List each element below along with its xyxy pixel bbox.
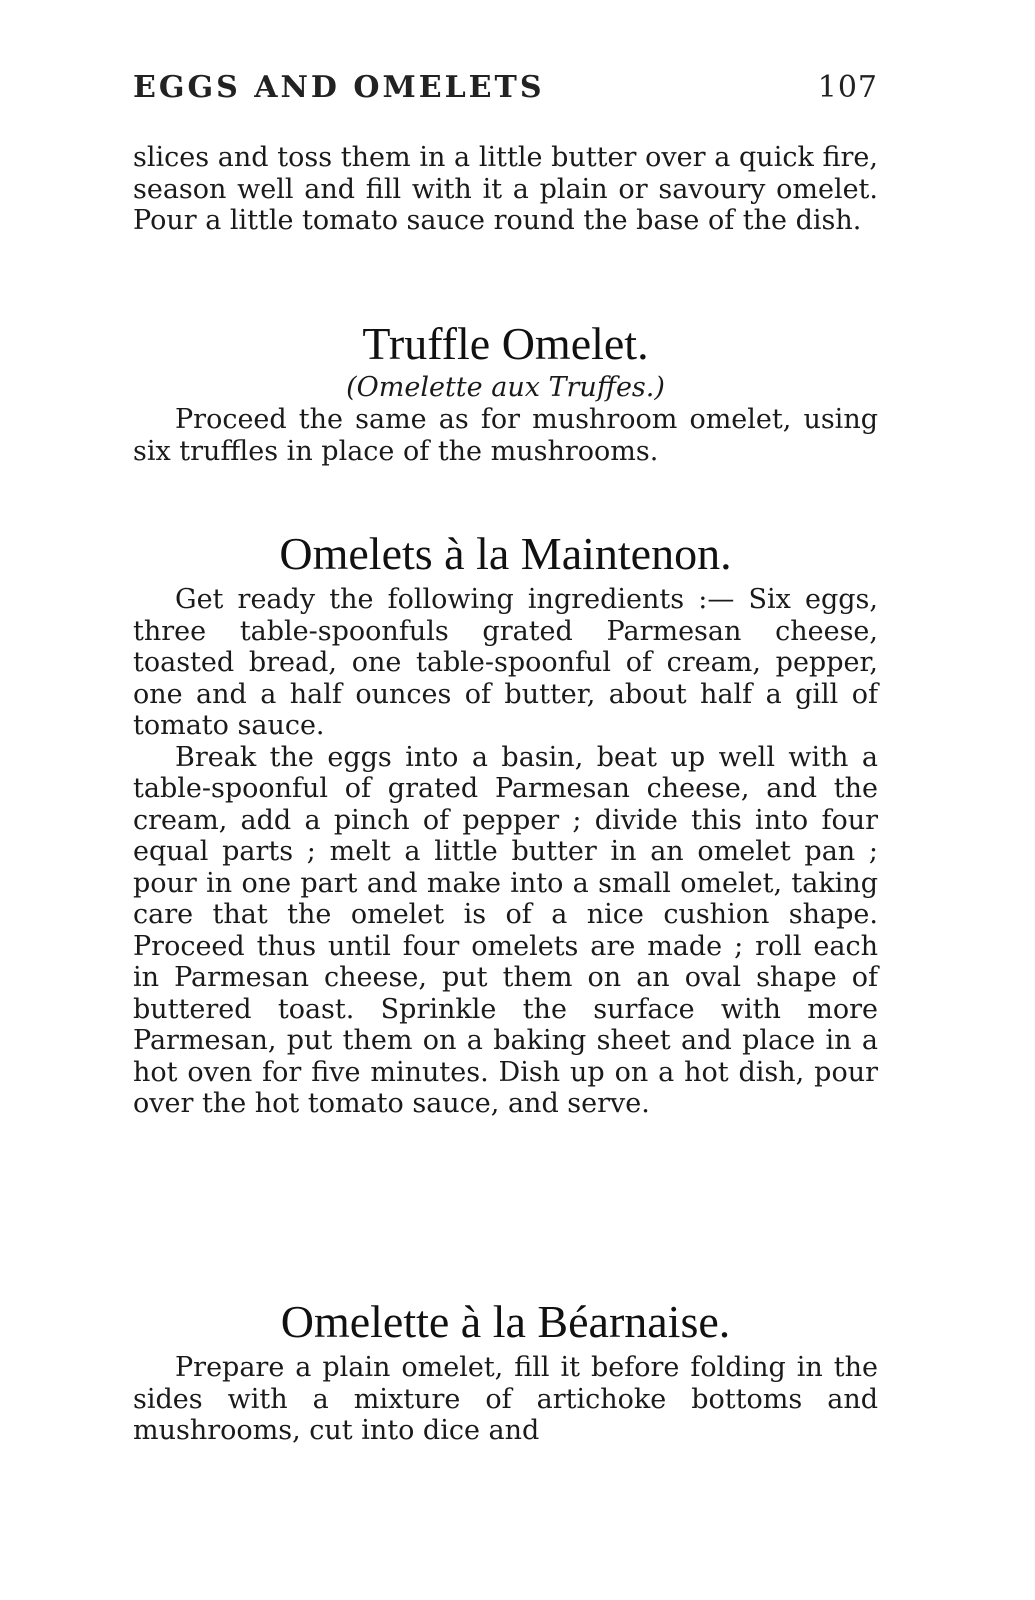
truffle-omelet-heading: Truffle Omelet.	[362, 318, 649, 369]
continued-text: slices and toss them in a little butter over a quick fire, season well and fill with it a plain or savoury omelet. Pour a little tomato sauce round the base of the dish.	[133, 142, 878, 236]
truffle-omelet-body	[133, 404, 878, 467]
maintenon-method: Break the eggs into a basin, beat up well with a table-spoonful of grated Parmesan cheese, and the cream, add a pinch of pepper ; divide this into four equal parts ; melt a little butter in an omelet pan ; pour in one part and make into a small omelet, taking care that the omelet is of a nice cushion shape. Proceed thus until four omelets are made ; roll each in Parmesan cheese, put them on an oval shape of buttered toast. Sprinkle the surface with more Parmesan, put them on a baking sheet and place in a hot oven for five minutes. Dish up on a hot dish, pour over the hot tomato sauce, and serve.	[133, 741, 878, 1119]
page-number: 107	[817, 70, 878, 105]
running-header	[133, 70, 878, 105]
maintenon-heading: Omelets à la Maintenon.	[279, 528, 732, 579]
continued-paragraph	[133, 142, 878, 237]
maintenon-body	[133, 584, 878, 1120]
bearnaise-heading: Omelette à la Béarnaise.	[280, 1296, 731, 1347]
running-title: EGGS AND OMELETS	[133, 70, 545, 105]
truffle-omelet-text: Proceed the same as for mushroom omelet, using six truffles in place of the mushrooms.	[133, 404, 878, 467]
bearnaise-text: Prepare a plain omelet, fill it before folding in the sides with a mixture of artichoke bottoms and mushrooms, cut into dice and	[133, 1352, 878, 1446]
bearnaise-body	[133, 1352, 878, 1447]
truffle-omelet-subtitle: (Omelette aux Truffes.)	[346, 372, 665, 403]
maintenon-ingredients: Get ready the following ingredients :— Six eggs, three table-spoonfuls grated Parmesan cheese, toasted bread, one table-spoonful of cream, pepper, one and a half ounces of butter, about half a gill of tomato sauce.	[133, 584, 878, 741]
